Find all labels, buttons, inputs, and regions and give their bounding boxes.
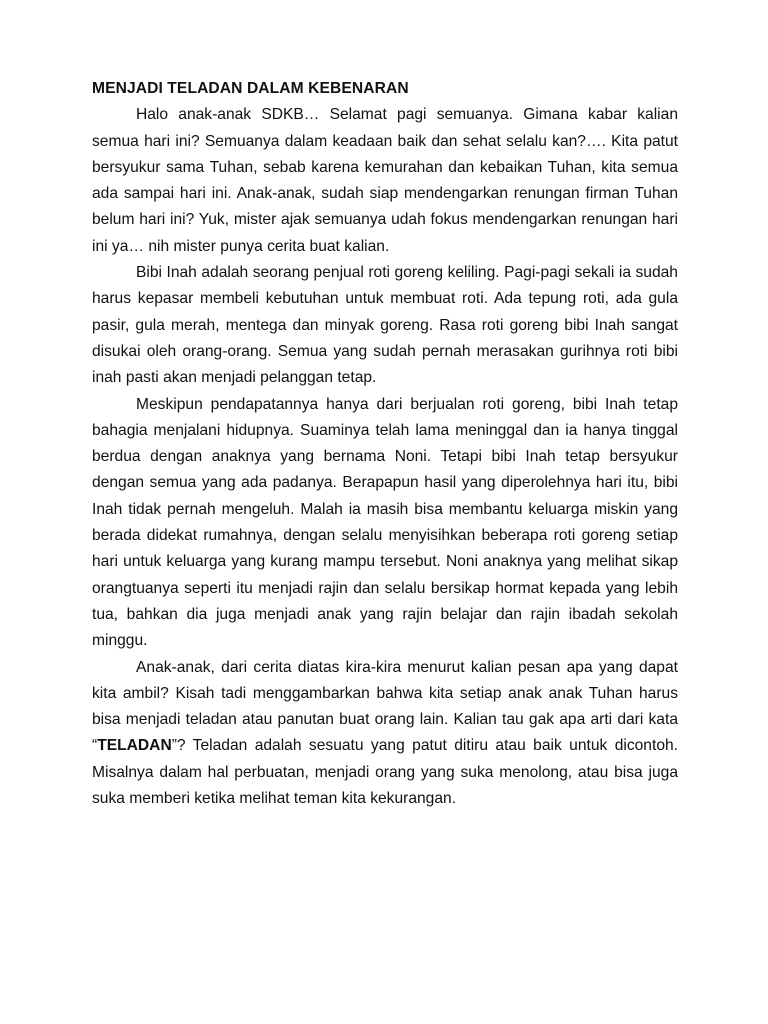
lesson-keyword: TELADAN [97, 737, 172, 755]
document-title: MENJADI TELADAN DALAM KEBENARAN [92, 80, 409, 97]
document-body [92, 76, 678, 812]
lesson-text-before: Anak-anak, dari cerita diatas kira-kira menurut kalian pesan apa yang dapat kita ambil? Kisah tadi menggambarkan bahwa kita setiap anak anak Tuhan harus bisa menjadi teladan atau panutan buat orang lain. Kalian tau gak apa arti dari kata “ [92, 658, 678, 755]
paragraph-lesson [92, 655, 678, 813]
paragraph-bibi-inah-life: Meskipun pendapatannya hanya dari berjualan roti goreng, bibi Inah tetap bahagia menjalani hidupnya. Suaminya telah lama meninggal dan ia hanya tinggal berdua dengan anaknya yang bernama Noni. Tetapi bibi Inah tetap bersyukur dengan semua yang ada padanya. Berapapun hasil yang diperolehnya hari itu, bibi Inah tidak pernah mengeluh. Malah ia masih bisa membantu keluarga miskin yang berada didekat rumahnya, dengan selalu menyisihkan beberapa roti goreng setiap hari untuk keluarga yang kurang mampu tersebut. Noni anaknya yang melihat sikap orangtuanya seperti itu menjadi rajin dan selalu bersikap hormat kepada yang lebih tua, bahkan dia juga menjadi anak yang rajin belajar dan rajin ibadah sekolah minggu. [92, 395, 678, 650]
paragraph-bibi-inah-intro: Bibi Inah adalah seorang penjual roti goreng keliling. Pagi-pagi sekali ia sudah harus kepasar membeli kebutuhan untuk membuat roti. Ada tepung roti, ada gula pasir, gula merah, mentega dan minyak goreng. Rasa roti goreng bibi Inah sangat disukai oleh orang-orang. Semua yang sudah pernah merasakan gurihnya roti bibi inah pasti akan menjadi pelanggan tetap. [92, 264, 678, 387]
lesson-text-after: ”? Teladan adalah sesuatu yang patut ditiru atau baik untuk dicontoh. Misalnya dalam hal perbuatan, menjadi orang yang suka menolong, atau bisa juga suka memberi ketika melihat teman kita kekurangan. [92, 737, 678, 808]
paragraph-greeting: Halo anak-anak SDKB… Selamat pagi semuanya. Gimana kabar kalian semua hari ini? Semuanya dalam keadaan baik dan sehat selalu kan?…. Kita patut bersyukur sama Tuhan, sebab karena kemurahan dan kebaikan Tuhan, kita semua ada sampai hari ini. Anak-anak, sudah siap mendengarkan renungan firman Tuhan belum hari ini? Yuk, mister ajak semuanya udah fokus mendengarkan renungan hari ini ya… nih mister punya cerita buat kalian. [92, 106, 678, 255]
